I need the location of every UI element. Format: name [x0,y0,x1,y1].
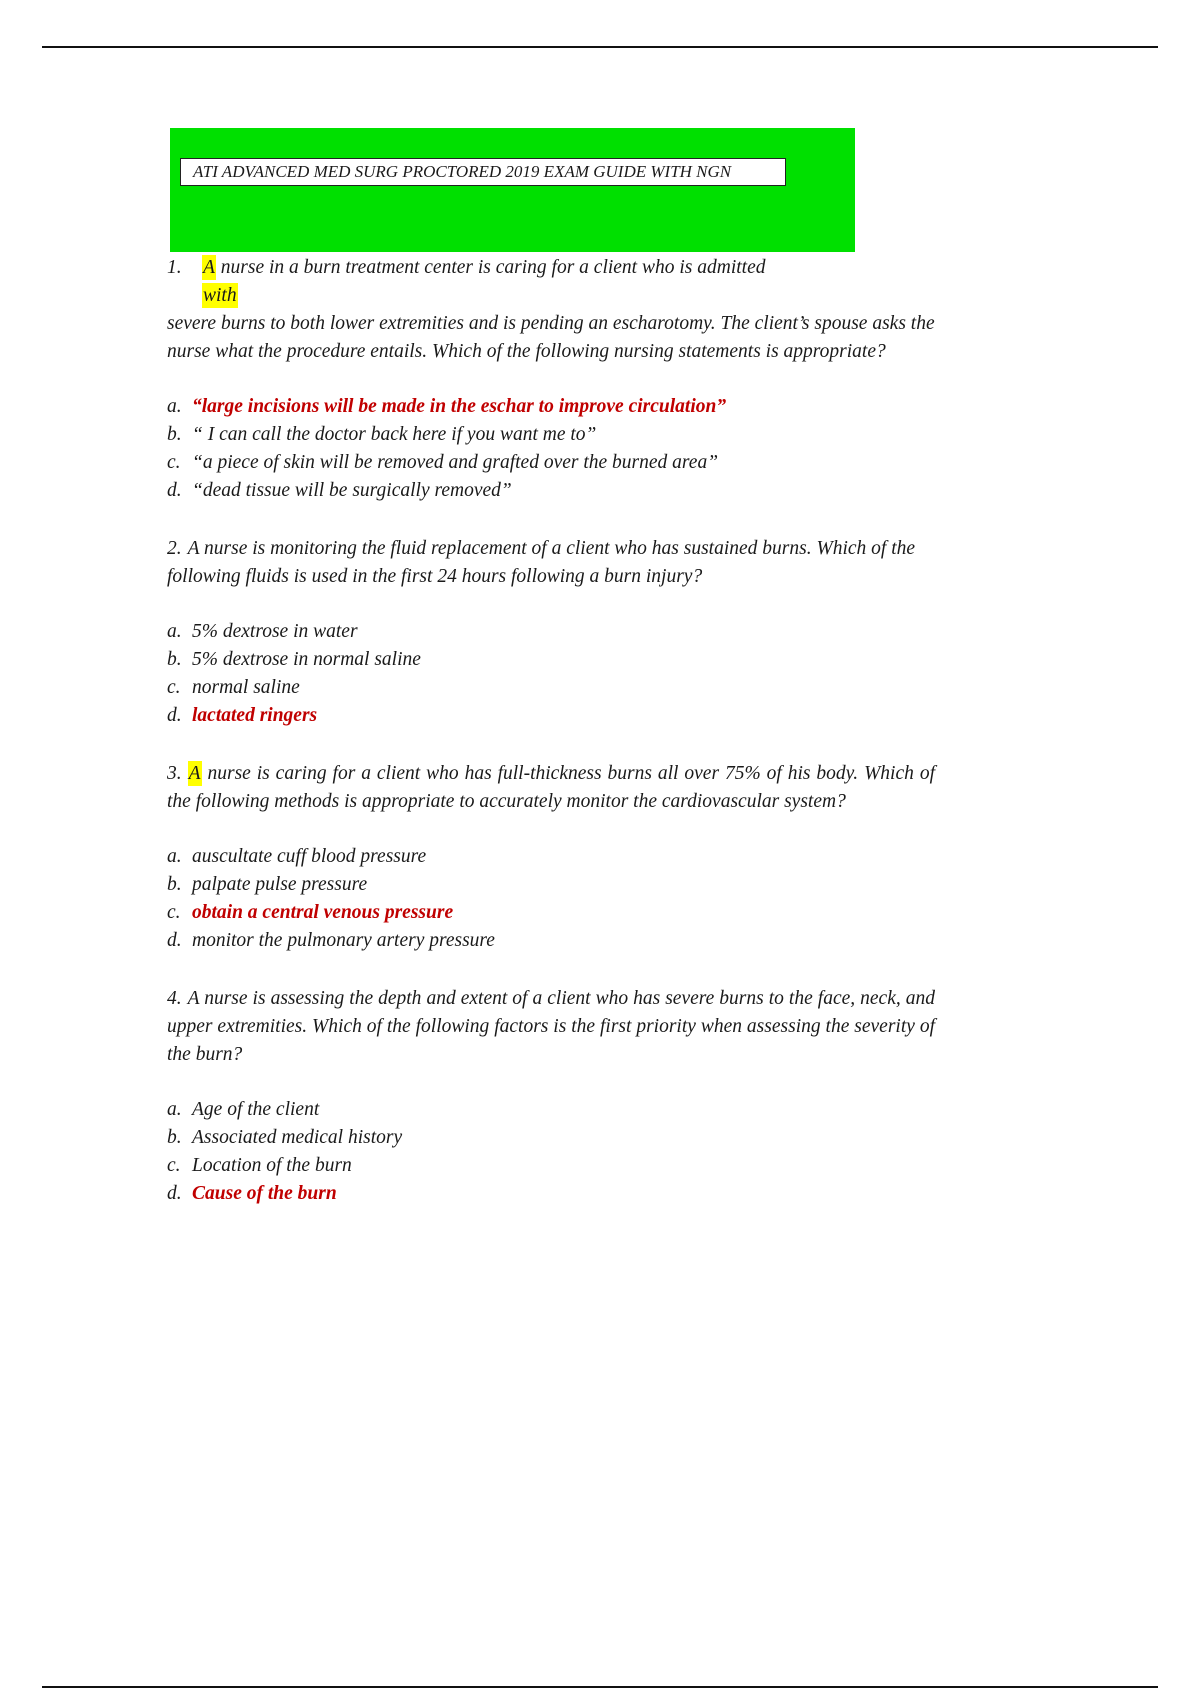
option-item [167,477,935,505]
option-label: a. [167,1099,182,1120]
option-item [167,449,935,477]
options-list [167,1096,935,1208]
option-text: Location of the burn [192,1155,352,1176]
question-number: 2. [167,538,182,559]
option-item [167,618,935,646]
option-item [167,1180,935,1208]
question-number: 1. [167,257,182,278]
option-text: lactated ringers [192,705,318,726]
option-label: b. [167,874,182,895]
option-item [167,1152,935,1180]
option-text: “a piece of skin will be removed and grafted over the burned area” [192,452,719,473]
option-text: Age of the client [192,1099,320,1120]
stem-fragment: A nurse is assessing the depth and extent of a client who has severe burns to the face, neck, and upper extremities. Which of the following factors is the first priority when assessing the severity of the burn? [167,988,935,1065]
question-stem: severe burns to both lower extremities and is pending an escharotomy. The client’s spouse asks the nurse what the procedure entails. Which of the following nursing statements is appropriate? [167,313,935,362]
highlighted-text: A [203,257,215,278]
option-label: a. [167,846,182,867]
question-number: 4. [167,988,182,1009]
document-content [167,128,935,1238]
option-text: palpate pulse pressure [192,874,368,895]
option-text: Associated medical history [192,1127,403,1148]
option-item [167,899,935,927]
option-text: “ I can call the doctor back here if you want me to” [192,424,597,445]
option-label: c. [167,1155,181,1176]
option-item [167,393,935,421]
stem-fragment: nurse is caring for a client who has full-thickness burns all over 75% of his body. Which of the following methods is appropriate to accurately monitor the cardiovascular system? [167,763,935,812]
document-title: ATI ADVANCED MED SURG PROCTORED 2019 EXAM GUIDE WITH NGN [193,162,732,181]
option-item [167,674,935,702]
option-text: monitor the pulmonary artery pressure [192,930,495,951]
question-stem [167,985,935,1069]
question [167,254,935,505]
option-item [167,1124,935,1152]
option-text: obtain a central venous pressure [192,902,454,923]
option-label: b. [167,1127,182,1148]
option-label: d. [167,1183,182,1204]
title-box [180,158,786,186]
highlighted-text: with [203,285,237,306]
option-item [167,646,935,674]
option-item [167,421,935,449]
question-stem-text [202,255,765,308]
title-banner [170,128,855,252]
option-item [167,1096,935,1124]
option-text: Cause of the burn [192,1183,337,1204]
option-label: a. [167,396,182,417]
option-label: b. [167,424,182,445]
question-stem [167,254,935,310]
question-number: 3. [167,763,182,784]
bottom-rule [42,1686,1158,1688]
option-label: c. [167,902,181,923]
stem-fragment: A nurse is monitoring the fluid replacement of a client who has sustained burns. Which of the following fluids is used in the first 24 hours following a burn injury? [167,538,916,587]
question [167,535,935,730]
option-text: “large incisions will be made in the eschar to improve circulation” [192,396,727,417]
options-list [167,393,935,505]
option-item [167,843,935,871]
highlighted-text: A [188,763,201,784]
options-list [167,843,935,955]
option-label: c. [167,452,181,473]
option-label: a. [167,621,182,642]
options-list [167,618,935,730]
option-item [167,871,935,899]
option-text: 5% dextrose in normal saline [192,649,421,670]
question-stem [167,535,935,591]
question-stem [167,760,935,816]
option-text: auscultate cuff blood pressure [192,846,427,867]
option-label: b. [167,649,182,670]
option-label: d. [167,480,182,501]
option-text: normal saline [192,677,300,698]
stem-fragment: nurse in a burn treatment center is caring for a client who is admitted [215,257,766,278]
top-rule [42,46,1158,48]
option-text: 5% dextrose in water [192,621,358,642]
option-item [167,702,935,730]
option-item [167,927,935,955]
option-label: d. [167,930,182,951]
option-label: d. [167,705,182,726]
option-label: c. [167,677,181,698]
question [167,760,935,955]
option-text: “dead tissue will be surgically removed” [192,480,512,501]
question [167,985,935,1208]
